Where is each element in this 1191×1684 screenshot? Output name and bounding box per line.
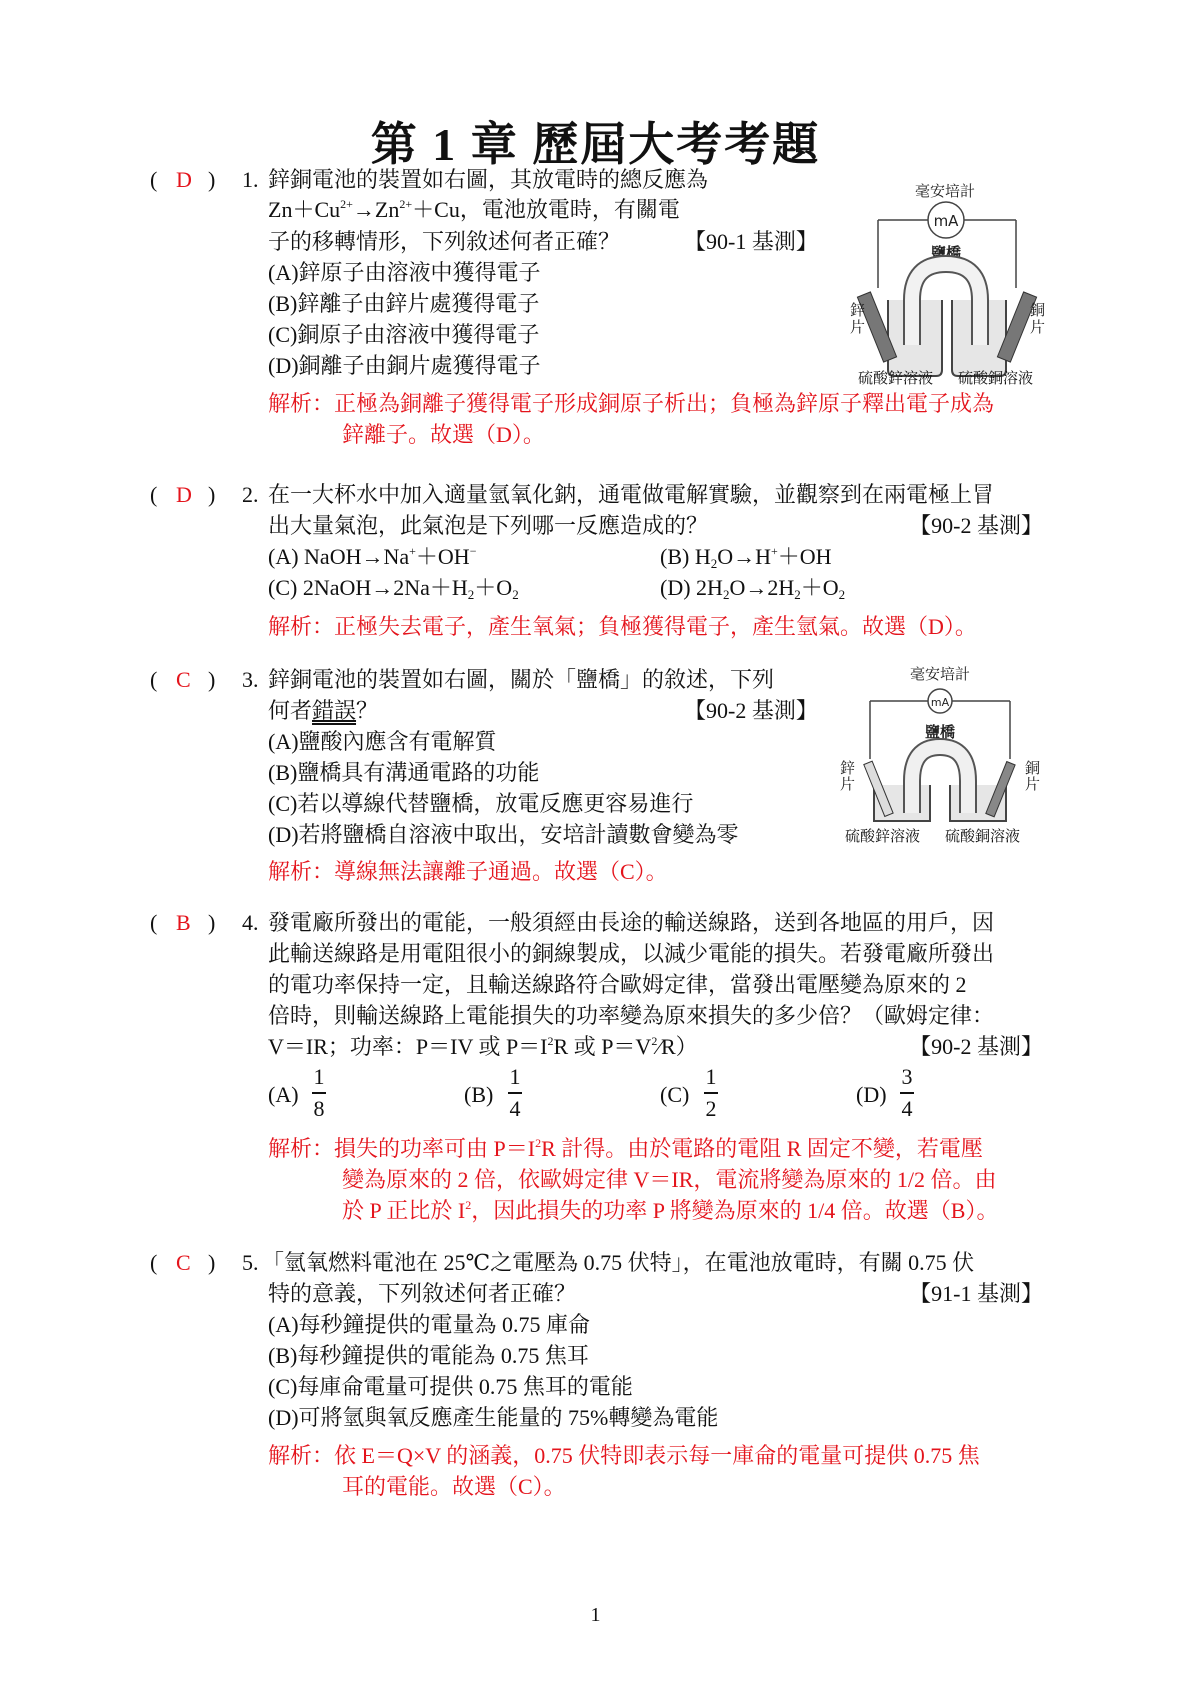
svg-text:片: 片 (850, 318, 866, 336)
answer-value: C (176, 1250, 191, 1275)
option-d: (D)可將氫與氧反應產生能量的 75%轉變為電能 (268, 1405, 719, 1430)
reaction-equation: $Zn+Cu^{2+}\to Zn^{2+}+Cu$，電池放電時，有關電 (268, 197, 680, 222)
question-text: 發電廠所發出的電能，一般須經由長途的輸送線路，送到各地區的用戶，因 (268, 910, 995, 935)
svg-text:鋅: 鋅 (840, 759, 856, 777)
svg-text:片: 片 (840, 775, 856, 793)
emphasis-wrong: 錯誤 (312, 698, 357, 723)
option-a: (A)鹽酸內應含有電解質 (268, 729, 497, 754)
right-solution-label: 硫酸銅溶液 (945, 827, 1021, 845)
explanation: 解析：正極失去電子，產生氧氣；負極獲得電子，產生氫氣。故選（D）。 (268, 614, 977, 639)
question-text: 特的意義，下列敘述何者正確？ (268, 1281, 577, 1306)
explanation: 解析：導線無法讓離子通過。故選（C）。 (268, 859, 668, 884)
option-b-label: (B) (464, 1082, 494, 1107)
left-solution-label: 硫酸鋅溶液 (858, 369, 934, 387)
answer-value: D (176, 167, 192, 192)
svg-text:毫安培計: 毫安培計 (914, 182, 976, 200)
question-text: 在一大杯水中加入適量氫氧化鈉，通電做電解實驗，並觀察到在兩電極上冒 (268, 482, 995, 507)
option-b: (B) $H_2O\to H^++OH$ (660, 544, 832, 571)
option-c: (C)銅原子由溶液中獲得電子 (268, 322, 540, 347)
option-a-label: (A) (268, 1082, 299, 1107)
explanation-cont: 於 P 正比於 $I^2$，因此損失的功率 P 將變為原來的 1/4 倍。故選（B）。 (342, 1198, 999, 1223)
option-a: (A) NaOH→Na+＋OH− (268, 544, 477, 569)
option-c-fraction: 1 2 (705, 1064, 717, 1121)
exam-source: 【91-1 基測】 (909, 1281, 1043, 1306)
question-text: 鋅銅電池的裝置如右圖，其放電時的總反應為 (268, 167, 709, 192)
explanation-cont: 變為原來的 2 倍，依歐姆定律 V＝IR，電流將變為原來的 1/2 倍。由 (342, 1167, 997, 1192)
galvanic-cell-diagram (840, 180, 1050, 380)
svg-text:毫安培計: 毫安培計 (909, 665, 971, 683)
galvanic-cell-diagram (830, 663, 1050, 833)
question-text: 子的移轉情形，下列敘述何者正確？ (268, 229, 621, 254)
question-text: 鋅銅電池的裝置如右圖，關於「鹽橋」的敘述，下列 (268, 667, 775, 692)
answer-value: C (176, 667, 191, 692)
exam-source: 【90-1 基測】 (684, 229, 818, 254)
svg-text:片: 片 (1025, 775, 1041, 793)
svg-text:鋅: 鋅 (850, 301, 866, 319)
option-a-fraction: 1 8 (313, 1064, 325, 1121)
option-c: (C)每庫侖電量可提供 0.75 焦耳的電能 (268, 1374, 633, 1399)
question-number: 2. (242, 482, 259, 507)
question-number: 4. (242, 910, 259, 935)
option-c: (C) $2NaOH\to 2Na+H_2+O_2$ (268, 575, 519, 602)
option-d: (D) $2H_2O\to 2H_2+O_2$ (660, 575, 846, 602)
exam-source: 【90-2 基測】 (909, 513, 1043, 538)
explanation: 解析：正極為銅離子獲得電子形成銅原子析出；負極為鋅原子釋出電子成為 (268, 391, 995, 416)
svg-text:銅: 銅 (1030, 301, 1046, 319)
svg-text:mA: mA (933, 212, 959, 230)
question-text: 的電功率保持一定，且輸送線路符合歐姆定律，當發出電壓變為原來的 2 (268, 972, 967, 997)
left-solution-label: 硫酸鋅溶液 (845, 827, 921, 845)
option-d-label: (D) (856, 1082, 887, 1107)
question-text: 何者錯誤？ (268, 698, 379, 723)
svg-text:mA: mA (930, 696, 950, 709)
svg-text:鹽橋: 鹽橋 (930, 244, 962, 262)
question-text: 此輸送線路是用電阻很小的銅線製成，以減少電能的損失。若發電廠所發出 (268, 941, 995, 966)
question-number: 1. (242, 167, 259, 192)
exam-source: 【90-2 基測】 (684, 698, 818, 723)
explanation: 解析：依 E＝Q×V 的涵義，0.75 伏特即表示每一庫侖的電量可提供 0.75 焦 (268, 1443, 980, 1468)
page-number: 1 (590, 1604, 601, 1626)
question-text: 倍時，則輸送線路上電能損失的功率變為原來損失的多少倍？（歐姆定律： (268, 1003, 995, 1028)
exam-source: 【90-2 基測】 (909, 1034, 1043, 1059)
svg-text:鹽橋: 鹽橋 (924, 723, 956, 741)
answer-value: D (176, 482, 192, 507)
option-b-fraction: 1 4 (509, 1064, 521, 1121)
option-a: (A)鋅原子由溶液中獲得電子 (268, 260, 541, 285)
option-b: (B)每秒鐘提供的電能為 0.75 焦耳 (268, 1343, 589, 1368)
question-number: 5. (242, 1250, 259, 1275)
option-b: (B)鹽橋具有溝通電路的功能 (268, 760, 540, 785)
explanation-cont: 鋅離子。故選（D）。 (342, 422, 545, 447)
answer-value: B (176, 910, 191, 935)
svg-text:銅: 銅 (1025, 759, 1041, 777)
option-a: (A)每秒鐘提供的電量為 0.75 庫侖 (268, 1312, 591, 1337)
formula-line: V＝IR；功率：P＝IV 或 $P=I^2R$ 或 $P=V^2∕R$） (268, 1034, 698, 1059)
option-d: (D)若將鹽橋自溶液中取出，安培計讀數會變為零 (268, 822, 739, 847)
option-b: (B)鋅離子由鋅片處獲得電子 (268, 291, 540, 316)
right-solution-label: 硫酸銅溶液 (958, 369, 1034, 387)
question-number: 3. (242, 667, 259, 692)
option-c-label: (C) (660, 1082, 690, 1107)
question-text: 「氫氧燃料電池在 25℃之電壓為 0.75 伏特」，在電池放電時，有關 0.75 伏 (262, 1250, 975, 1275)
option-d: (D)銅離子由銅片處獲得電子 (268, 353, 541, 378)
question-text: 出大量氣泡，此氣泡是下列哪一反應造成的？ (268, 513, 709, 538)
option-d-fraction: 3 4 (901, 1064, 913, 1121)
explanation: 解析：損失的功率可由 $P=I^2R$ 計得。由於電路的電阻 R 固定不變，若電壓 (268, 1136, 983, 1161)
explanation-cont: 耳的電能。故選（C）。 (342, 1474, 566, 1499)
page-title: 第 1 章 歷屆大考考題 (370, 119, 821, 170)
option-c: (C)若以導線代替鹽橋，放電反應更容易進行 (268, 791, 694, 816)
svg-text:片: 片 (1030, 318, 1046, 336)
